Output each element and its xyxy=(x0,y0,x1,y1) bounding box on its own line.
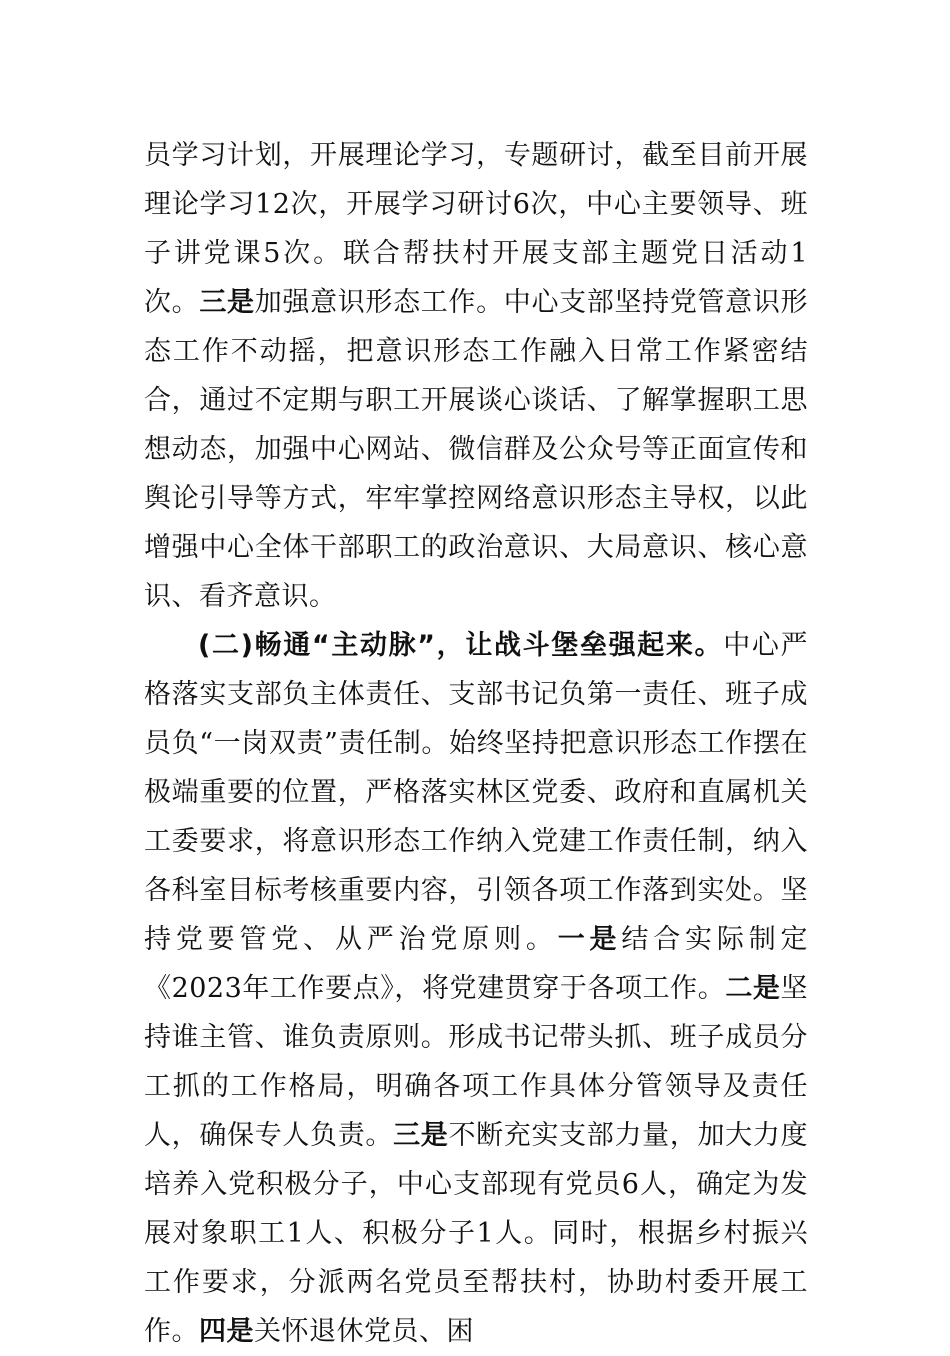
section-heading: (二)畅通“主动脉”，让战斗堡垒强起来。 xyxy=(198,630,724,661)
paragraph-2 xyxy=(144,621,808,1356)
text-run: 坚持谁主管、谁负责原则。形成书记带头抓、班子成员分工抓的工作格局，明确各项工作具体分管领导及责任人，确保专人负责。 xyxy=(144,973,809,1151)
bold-run: 一是 xyxy=(557,924,622,955)
document-body xyxy=(144,131,808,1356)
text-run: 中心严格落实支部负主体责任、支部书记负第一责任、班子成员负“一岗双责”责任制。始终坚持把意识形态工作摆在极端重要的位置，严格落实林区党委、政府和直属机关工委要求，将意识形态工作纳入党建工作责任制，纳入各科室目标考核重要内容，引领各项工作落到实处。坚持党要管党、从严治党原则。 xyxy=(144,630,809,955)
bold-run: 三是 xyxy=(199,287,255,318)
paragraph-1 xyxy=(144,131,808,621)
text-run: 结合实际制定《2023年工作要点》，将党建贯穿于各项工作。 xyxy=(144,924,809,1004)
bold-run: 四是 xyxy=(199,1316,254,1347)
text-run: 关怀退休党员、困 xyxy=(254,1316,474,1347)
bold-run: 二是 xyxy=(725,973,781,1004)
text-run: 加强意识形态工作。中心支部坚持党管意识形态工作不动摇，把意识形态工作融入日常工作紧密结合，通过不定期与职工开展谈心谈话、了解掌握职工思想动态，加强中心网站、微信群及公众号等正面宣传和舆论引导等方式，牢牢掌控网络意识形态主导权，以此增强中心全体干部职工的政治意识、大局意识、核心意识、看齐意识。 xyxy=(144,287,809,612)
bold-run: 三是 xyxy=(393,1120,449,1151)
text-run: 员学习计划，开展理论学习，专题研讨，截至目前开展理论学习12次，开展学习研讨6次，中心主要领导、班子讲党课5次。联合帮扶村开展支部主题党日活动1次。 xyxy=(144,140,808,318)
text-run: 不断充实支部力量，加大力度培养入党积极分子，中心支部现有党员6人，确定为发展对象职工1人、积极分子1人。同时，根据乡村振兴工作要求，分派两名党员至帮扶村，协助村委开展工作。 xyxy=(144,1120,809,1347)
